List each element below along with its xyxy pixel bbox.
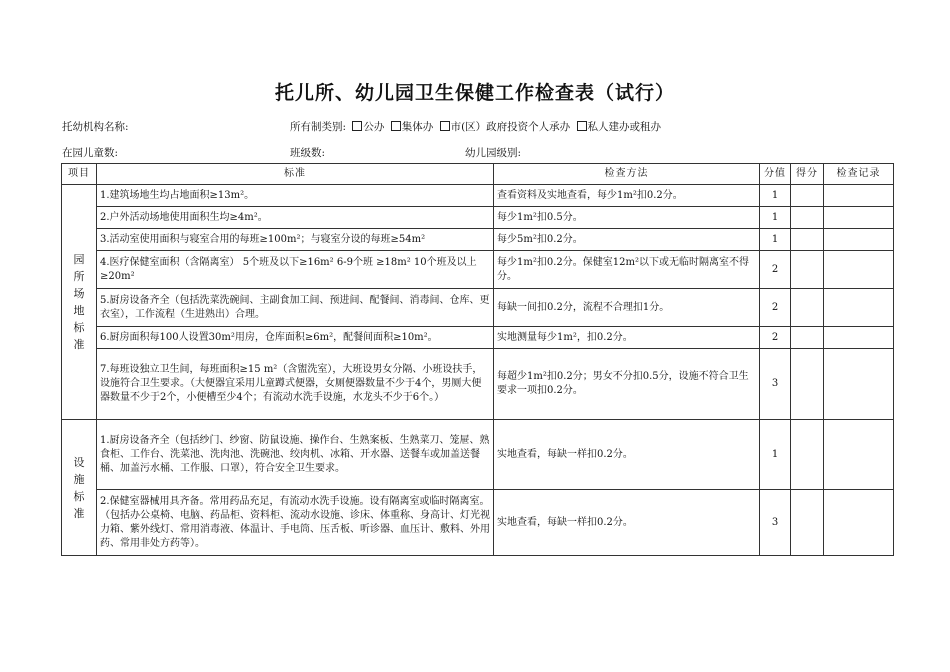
score-cell: 3 (760, 490, 791, 556)
obtained-score-cell[interactable] (791, 327, 824, 349)
page-title: 托儿所、幼儿园卫生保健工作检查表（试行） (274, 82, 675, 104)
header-score: 分值 (760, 164, 791, 185)
header-item: 项目 (62, 164, 97, 185)
table-row (62, 420, 894, 490)
method-cell: 每缺一间扣0.2分，流程不合理扣1分。 (494, 289, 760, 327)
category-facility-standards (62, 420, 97, 556)
standard-cell: 2.户外活动场地使用面积生均≥4m²。 (97, 207, 494, 229)
method-cell: 每超少1m²扣0.2分；男女不分扣0.5分，设施不符合卫生要求一项扣0.2分。 (494, 349, 760, 420)
table-row (62, 289, 894, 327)
grade-label: 幼儿园级别: (465, 147, 522, 159)
header-obtained: 得分 (791, 164, 824, 185)
table-row (62, 490, 894, 556)
score-cell: 2 (760, 251, 791, 289)
score-cell: 2 (760, 289, 791, 327)
checkbox-private[interactable] (577, 121, 587, 131)
checkbox-gov-invest[interactable] (440, 121, 450, 131)
category-site-standards (62, 185, 97, 420)
record-cell[interactable] (824, 251, 894, 289)
header-record: 检查记录 (824, 164, 894, 185)
score-cell: 1 (760, 420, 791, 490)
table-row (62, 251, 894, 289)
children-count-label: 在园儿童数: (62, 147, 119, 159)
standard-cell: 1.建筑场地生均占地面积≥13m²。 (97, 185, 494, 207)
header-standard: 标准 (97, 164, 494, 185)
obtained-score-cell[interactable] (791, 289, 824, 327)
obtained-score-cell[interactable] (791, 420, 824, 490)
obtained-score-cell[interactable] (791, 229, 824, 251)
record-cell[interactable] (824, 185, 894, 207)
ownership-option-collective: 集体办 (401, 121, 434, 133)
checkbox-public[interactable] (352, 121, 362, 131)
record-cell[interactable] (824, 327, 894, 349)
record-cell[interactable] (824, 289, 894, 327)
category-label: 设施标准 (73, 455, 85, 520)
record-cell[interactable] (824, 349, 894, 420)
ownership-label: 所有制类别: (290, 121, 347, 133)
record-cell[interactable] (824, 490, 894, 556)
ownership-option-gov-invest: 市(区）政府投资个人承办 (450, 121, 571, 133)
standard-cell: 6.厨房面积每100人设置30m²用房，仓库面积≥6m²，配餐间面积≥10m²。 (97, 327, 494, 349)
obtained-score-cell[interactable] (791, 251, 824, 289)
record-cell[interactable] (824, 420, 894, 490)
method-cell: 实地查看，每缺一样扣0.2分。 (494, 420, 760, 490)
score-cell: 3 (760, 349, 791, 420)
ownership-option-public: 公办 (363, 121, 385, 133)
class-count-label: 班级数: (290, 147, 326, 159)
obtained-score-cell[interactable] (791, 490, 824, 556)
obtained-score-cell[interactable] (791, 185, 824, 207)
ownership-field (290, 119, 661, 134)
org-name-label: 托幼机构名称: (62, 121, 129, 133)
record-cell[interactable] (824, 229, 894, 251)
method-cell: 每少1m²扣0.2分。保健室12m²以下或无临时隔离室不得分。 (494, 251, 760, 289)
table-row (62, 327, 894, 349)
category-label: 园所场地标准 (73, 253, 85, 351)
inspection-table (61, 163, 894, 556)
obtained-score-cell[interactable] (791, 349, 824, 420)
table-row (62, 185, 894, 207)
method-cell: 每少1m²扣0.5分。 (494, 207, 760, 229)
obtained-score-cell[interactable] (791, 207, 824, 229)
standard-cell: 2.保健室器械用具齐备。常用药品充足，有流动水洗手设施。设有隔离室或临时隔离室。（包括办公桌椅、电脑、药品柜、资料柜、流动水设施、诊床、体重称、身高计、灯光视力箱、紫外线灯、常用消毒液、体温计、手电筒、压舌板、听诊器、血压计、敷料、外用药、常用非处方药等）。 (97, 490, 494, 556)
header-method: 检查方法 (494, 164, 760, 185)
standard-cell: 4.医疗保健室面积（含隔离室） 5个班及以下≥16m² 6-9个班 ≥18m² 10个班及以上≥20m² (97, 251, 494, 289)
table-row (62, 207, 894, 229)
score-cell: 1 (760, 229, 791, 251)
score-cell: 1 (760, 207, 791, 229)
table-header-row (62, 164, 894, 185)
table-row (62, 229, 894, 251)
method-cell: 每少5m²扣0.2分。 (494, 229, 760, 251)
standard-cell: 1.厨房设备齐全（包括纱门、纱窗、防鼠设施、操作台、生熟案板、生熟菜刀、笼屉、熟食柜、工作台、洗菜池、洗肉池、洗碗池、绞肉机、冰箱、开水器、送餐车或加盖送餐桶、加盖污水桶、工作服、口罩），符合安全卫生要求。 (97, 420, 494, 490)
score-cell: 1 (760, 185, 791, 207)
checkbox-collective[interactable] (391, 121, 401, 131)
method-cell: 查看资料及实地查看，每少1m²扣0.2分。 (494, 185, 760, 207)
ownership-option-private: 私人建办或租办 (587, 121, 662, 133)
record-cell[interactable] (824, 207, 894, 229)
standard-cell: 7.每班设独立卫生间，每班面积≥15 m²（含盥洗室），大班设男女分隔、小班设扶手，设施符合卫生要求。（大便器宜采用儿童蹲式便器，女厕便器数量不少于4个，男厕大便器数量不少于2个，小便槽至少4个；有流动水洗手设施，水龙头不少于6个。） (97, 349, 494, 420)
table-row (62, 349, 894, 420)
score-cell: 2 (760, 327, 791, 349)
standard-cell: 5.厨房设备齐全（包括洗菜洗碗间、主副食加工间、预进间、配餐间、消毒间、仓库、更衣室），工作流程（生进熟出）合理。 (97, 289, 494, 327)
method-cell: 实地查看，每缺一样扣0.2分。 (494, 490, 760, 556)
standard-cell: 3.活动室使用面积与寝室合用的每班≥100m²；与寝室分设的每班≥54m² (97, 229, 494, 251)
method-cell: 实地测量每少1m²，扣0.2分。 (494, 327, 760, 349)
